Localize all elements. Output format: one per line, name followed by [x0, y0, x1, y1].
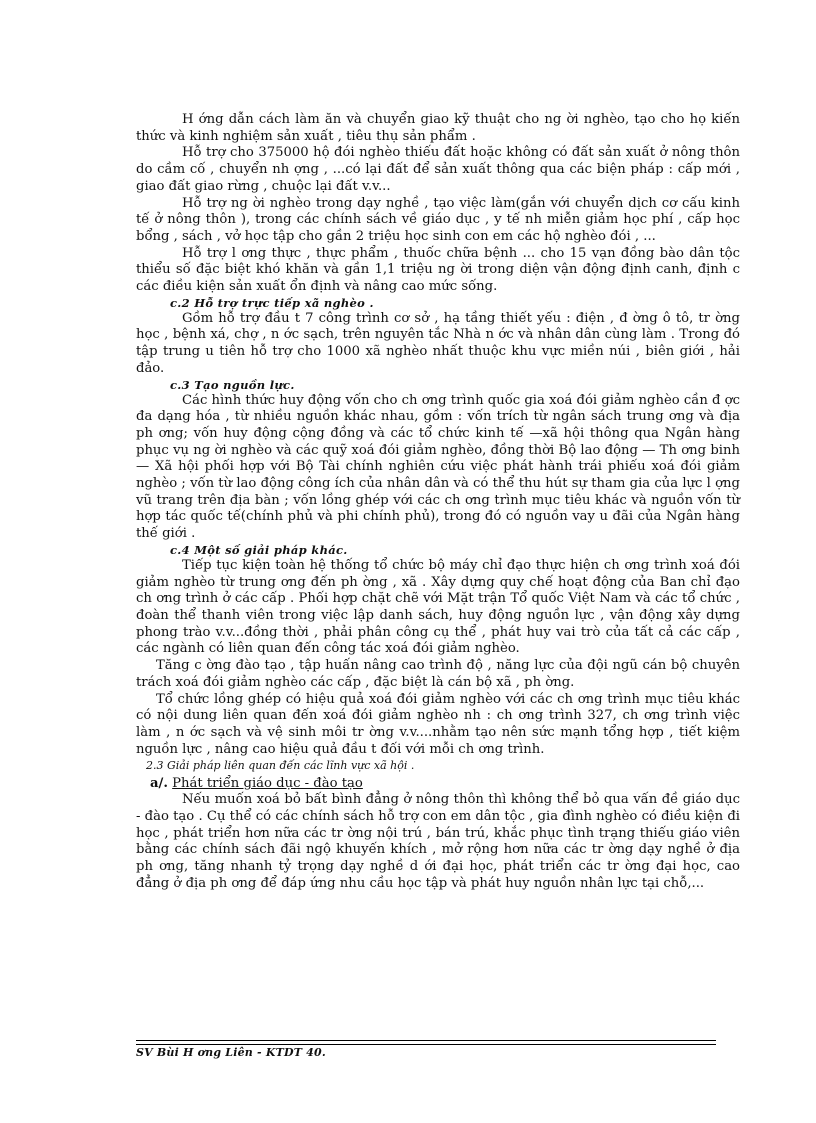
document-body [136, 112, 740, 893]
paragraph-education: Nếu muốn xoá bỏ bất bình đẳng ở nông thôn thì không thể bỏ qua vấn đề giáo dục - đào tạo . Cụ thể có các chính sách hỗ trợ con em dân tộc , gia đình nghèo có điều kiện đi học , phát triển hơn nữa các tr ờng nội trú , bán trú, khắc phục tình trạng thiếu giáo viên bằng các chính sách đãi ngộ khuyến khích , mở rộng hơn nữa các tr ờng dạy nghề ở địa ph ơng, tăng nhanh tỷ trọng dạy nghề d ới đại học, phát triển các tr ờng đại học, cao đẳng ở địa ph ơng để đáp ứng nhu cầu học tập và phát huy nguồn nhân lực tại chỗ,... [136, 792, 740, 891]
subsection-number: a/. [150, 776, 168, 792]
section-heading-c4: c.4 Một số giải pháp khác. [170, 542, 348, 557]
footer-divider-secondary [136, 1044, 716, 1045]
paragraph-organization: Tiếp tục kiện toàn hệ thống tổ chức bộ máy chỉ đạo thực hiện ch ơng trình xoá đói giảm nghèo từ trung ơng đến ph ờng , xã . Xây dựng quy chế hoạt động của Ban chỉ đạo ch ơng trình ở các cấp . Phối hợp chặt chẽ với Mặt trận Tổ quốc Việt Nam và các tổ chức , đoàn thể thanh viên trong việc lập danh sách, huy động nguồn lực , vận động xây dựng phong trào v.v...đồng thời , phải phân công cụ thể , phát huy vai trò của tất cả các cấp , các ngành có liên quan đến công tác xoá đói giảm nghèo. [136, 557, 740, 657]
section-heading-2-3: 2.3 Giải pháp liên quan đến các lĩnh vực xã hội . [146, 759, 415, 773]
section-heading-c3: c.3 Tạo nguồn lực. [170, 377, 295, 392]
footer-author: SV Bùi H ơng Liên - KTDT 40. [136, 1046, 326, 1059]
paragraph-infrastructure: Gồm hỗ trợ đầu t 7 công trình cơ sở , hạ tầng thiết yếu : điện , đ ờng ô tô, tr ờng học , bệnh xá, chợ , n ớc sạch, trên nguyên tắc Nhà n ớc và nhân dân cùng làm . Trong đó tập trung u tiên hỗ trợ cho 1000 xã nghèo nhất thuộc khu vực miền núi , biên giới , hải đảo. [136, 310, 740, 376]
paragraph-funding-sources: Các hình thức huy động vốn cho ch ơng trình quốc gia xoá đói giảm nghèo cần đ ợc đa dạng hóa , từ nhiều nguồn khác nhau, gồm : vốn trích từ ngân sách trung ơng và địa ph ơng; vốn huy động cộng đồng và các tổ chức kinh tế —xã hội thông qua Ngân hàng phục vụ ng ời nghèo và các quỹ xoá đói giảm nghèo, đồng thời Bộ lao động — Th ơng binh — Xã hội phối hợp với Bộ Tài chính nghiên cứu việc phát hành trái phiếu xoá đói giảm nghèo ; vốn từ lao động công ích của nhân dân và có thể thu hút sự tham gia của lực l ợng vũ trang trên địa bàn ; vốn lồng ghép với các ch ơng trình mục tiêu khác và nguồn vốn từ hợp tác quốc tế(chính phủ và phi chính phủ), trong đó có nguồn vay u đãi của Ngân hàng thế giới . [136, 392, 740, 542]
section-heading-c2: c.2 Hỗ trợ trực tiếp xã nghèo . [170, 295, 374, 310]
subsection-title: Phát triển giáo dục - đào tạo [172, 776, 363, 792]
paragraph-land-support: Hỗ trợ cho 375000 hộ đói nghèo thiếu đất hoặc không có đất sản xuất ở nông thôn do cầm cố , chuyển nh ợng , ...có lại đất để sản xuất thông qua các biện pháp : cấp mới , giao đất giao rừng , chuộc lại đất v.v... [136, 145, 740, 194]
paragraph-food-support: Hỗ trợ l ơng thực , thực phẩm , thuốc chữa bệnh ... cho 15 vạn đồng bào dân tộc thiểu số đặc biệt khó khăn và gần 1,1 triệu ng ời trong diện vận động định canh, định c các điều kiện sản xuất ổn định và nâng cao mức sống. [136, 245, 740, 295]
paragraph-guidance: H ớng dẫn cách làm ăn và chuyển giao kỹ thuật cho ng ời nghèo, tạo cho họ kiến thức và kinh nghiệm sản xuất , tiêu thụ sản phẩm . [136, 112, 740, 144]
paragraph-vocational-support: Hỗ trợ ng ời nghèo trong dạy nghề , tạo việc làm(gắn với chuyển dịch cơ cấu kinh tế ở nông thôn ), trong các chính sách về giáo dục , y tế nh miễn giảm học phí , cấp học bổng , sách , vở học tập cho gần 2 triệu học sinh con em các hộ nghèo đói , ... [136, 195, 740, 244]
paragraph-integration: Tổ chức lồng ghép có hiệu quả xoá đói giảm nghèo với các ch ơng trình mục tiêu khác có nội dung liên quan đến xoá đói giảm nghèo nh : ch ơng trình 327, ch ơng trình việc làm , n ớc sạch và vệ sinh môi tr ờng v.v....nhằm tạo nên sức mạnh tổng hợp , tiết kiệm nguồn lực , nâng cao hiệu quả đầu t đối với mỗi ch ơng trình. [136, 691, 740, 757]
footer-divider [136, 1040, 716, 1041]
subsection-heading-a [150, 775, 740, 792]
paragraph-training: Tăng c ờng đào tạo , tập huấn nâng cao trình độ , năng lực của đội ngũ cán bộ chuyên trách xoá đói giảm nghèo các cấp , đặc biệt là cán bộ xã , ph ờng. [136, 658, 740, 690]
